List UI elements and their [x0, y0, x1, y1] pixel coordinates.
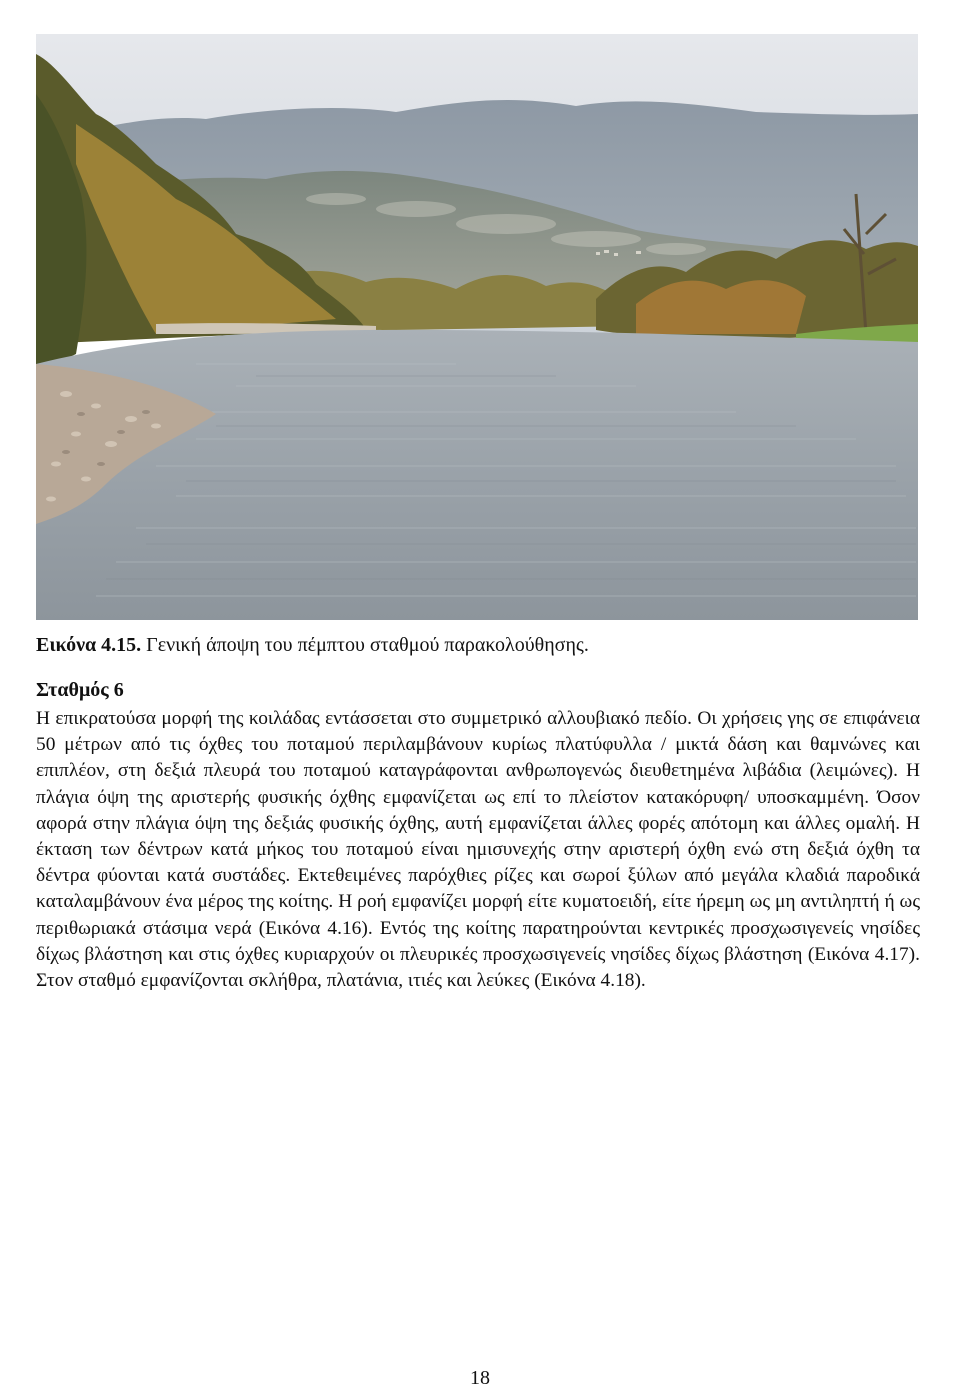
river-landscape-photo — [36, 34, 918, 620]
right-bank-autumn-trees — [636, 280, 806, 334]
figure-number: Εικόνα 4.15. — [36, 634, 142, 656]
figure-caption-text: Γενική άποψη του πέμπτου σταθμού παρακολούθησης. — [141, 634, 589, 656]
river-water — [36, 330, 918, 620]
page-number: 18 — [470, 1367, 490, 1389]
figure-caption — [36, 632, 918, 658]
section-paragraph: Η επικρατούσα μορφή της κοιλάδας εντάσσεται στο συμμετρικό αλλουβιακό πεδίο. Οι χρήσεις γης σε επιφάνεια 50 μέτρων από τις όχθες του ποταμού περιλαμβάνουν κυρίως πλατύφυλλα / μικτά δάση και θαμνώνες και επιπλέον, στη δεξιά πλευρά του ποταμού καταγράφονται ανθρωπογενώς διευθετημένα λιβάδια (λειμώνες). Η πλάγια όψη της αριστερής φυσικής όχθης εμφανίζεται ως επί το πλείστον κατακόρυφη/ υποσκαμμένη. Όσον αφορά στην πλάγια όψη της δεξιάς φυσικής όχθης, αυτή εμφανίζεται άλλες φορές απότομη και άλλες ομαλή. Η έκταση των δέντρων κατά μήκος του ποταμού είναι ημισυνεχής στην αριστερή όχθη ενώ στη δεξιά όχθη τα δέντρα φύονται κατά συστάδες. Εκτεθειμένες παρόχθιες ρίζες και σωροί ξύλων από μεγάλα κλαδιά παροδικά καταλαμβάνουν ένα μέρος της κοίτης. Η ροή εμφανίζει μορφή είτε κυματοειδή, είτε ήρεμη ως μη αντιληπτή ή ως περιθωριακά στάσιμα νερά (Εικόνα 4.16). Εντός της κοίτης παρατηρούνται κεντρικές προσχωσιγενείς νησίδες δίχως βλάστηση και στις όχθες κυριαρχούν οι πλευρικές προσχωσιγενείς νησίδες δίχως βλάστηση (Εικόνα 4.17). Στον σταθμό εμφανίζονται σκλήθρα, πλατάνια, ιτιές και λεύκες (Εικόνα 4.18). — [36, 708, 920, 992]
section-heading: Σταθμός 6 — [36, 679, 124, 701]
